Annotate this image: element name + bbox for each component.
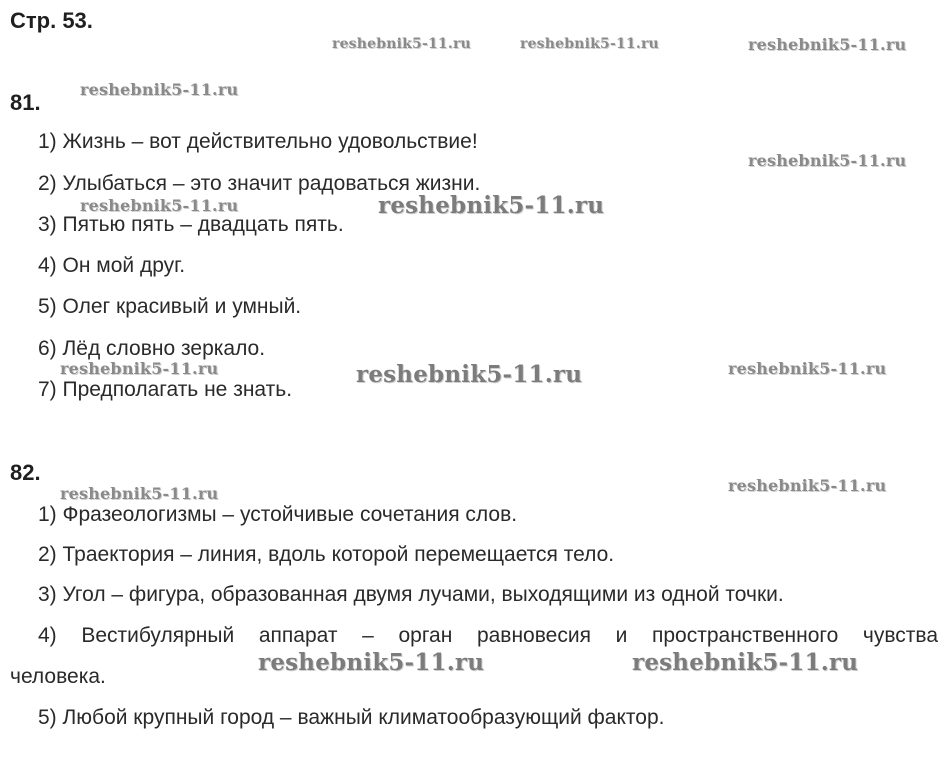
exercise-81-item-6: 6) Лёд словно зеркало. <box>38 337 266 360</box>
watermark: reshebnik5-11.ru <box>378 192 605 219</box>
exercise-82-item-4-line-2: человека. <box>10 665 106 688</box>
exercise-81-item-5: 5) Олег красивый и умный. <box>38 295 302 318</box>
watermark: reshebnik5-11.ru <box>728 359 887 378</box>
exercise-81-number: 81. <box>10 90 41 115</box>
watermark: reshebnik5-11.ru <box>356 361 583 388</box>
exercise-81-item-3: 3) Пятью пять – двадцать пять. <box>38 213 344 236</box>
watermark: reshebnik5-11.ru <box>632 649 859 676</box>
exercise-82-item-3: 3) Угол – фигура, образованная двумя лучами, выходящими из одной точки. <box>38 583 784 606</box>
exercise-81-item-7: 7) Предполагать не знать. <box>38 378 293 401</box>
watermark: reshebnik5-11.ru <box>748 151 907 170</box>
watermark: reshebnik5-11.ru <box>60 484 219 503</box>
watermark: reshebnik5-11.ru <box>728 476 887 495</box>
watermark: reshebnik5-11.ru <box>332 36 471 52</box>
exercise-82-item-2: 2) Траектория – линия, вдоль которой перемещается тело. <box>38 543 615 566</box>
exercise-82-item-5: 5) Любой крупный город – важный климатообразующий фактор. <box>38 706 665 729</box>
watermark: reshebnik5-11.ru <box>80 80 239 99</box>
watermark: reshebnik5-11.ru <box>60 359 219 378</box>
exercise-81-item-2: 2) Улыбаться – это значит радоваться жизни. <box>38 172 481 195</box>
watermark: reshebnik5-11.ru <box>80 196 239 215</box>
exercise-82-number: 82. <box>10 460 41 485</box>
exercise-81-item-4: 4) Он мой друг. <box>38 254 186 277</box>
watermark: reshebnik5-11.ru <box>258 649 485 676</box>
watermark: reshebnik5-11.ru <box>748 35 907 54</box>
exercise-82-item-1: 1) Фразеологизмы – устойчивые сочетания слов. <box>38 503 518 526</box>
exercise-82-item-4-line-1: 4) Вестибулярный аппарат – орган равновесия и пространственного чувства <box>38 624 938 647</box>
page-number-heading: Стр. 53. <box>10 8 93 33</box>
watermark: reshebnik5-11.ru <box>520 36 659 52</box>
exercise-81-item-1: 1) Жизнь – вот действительно удовольствие! <box>38 130 478 153</box>
